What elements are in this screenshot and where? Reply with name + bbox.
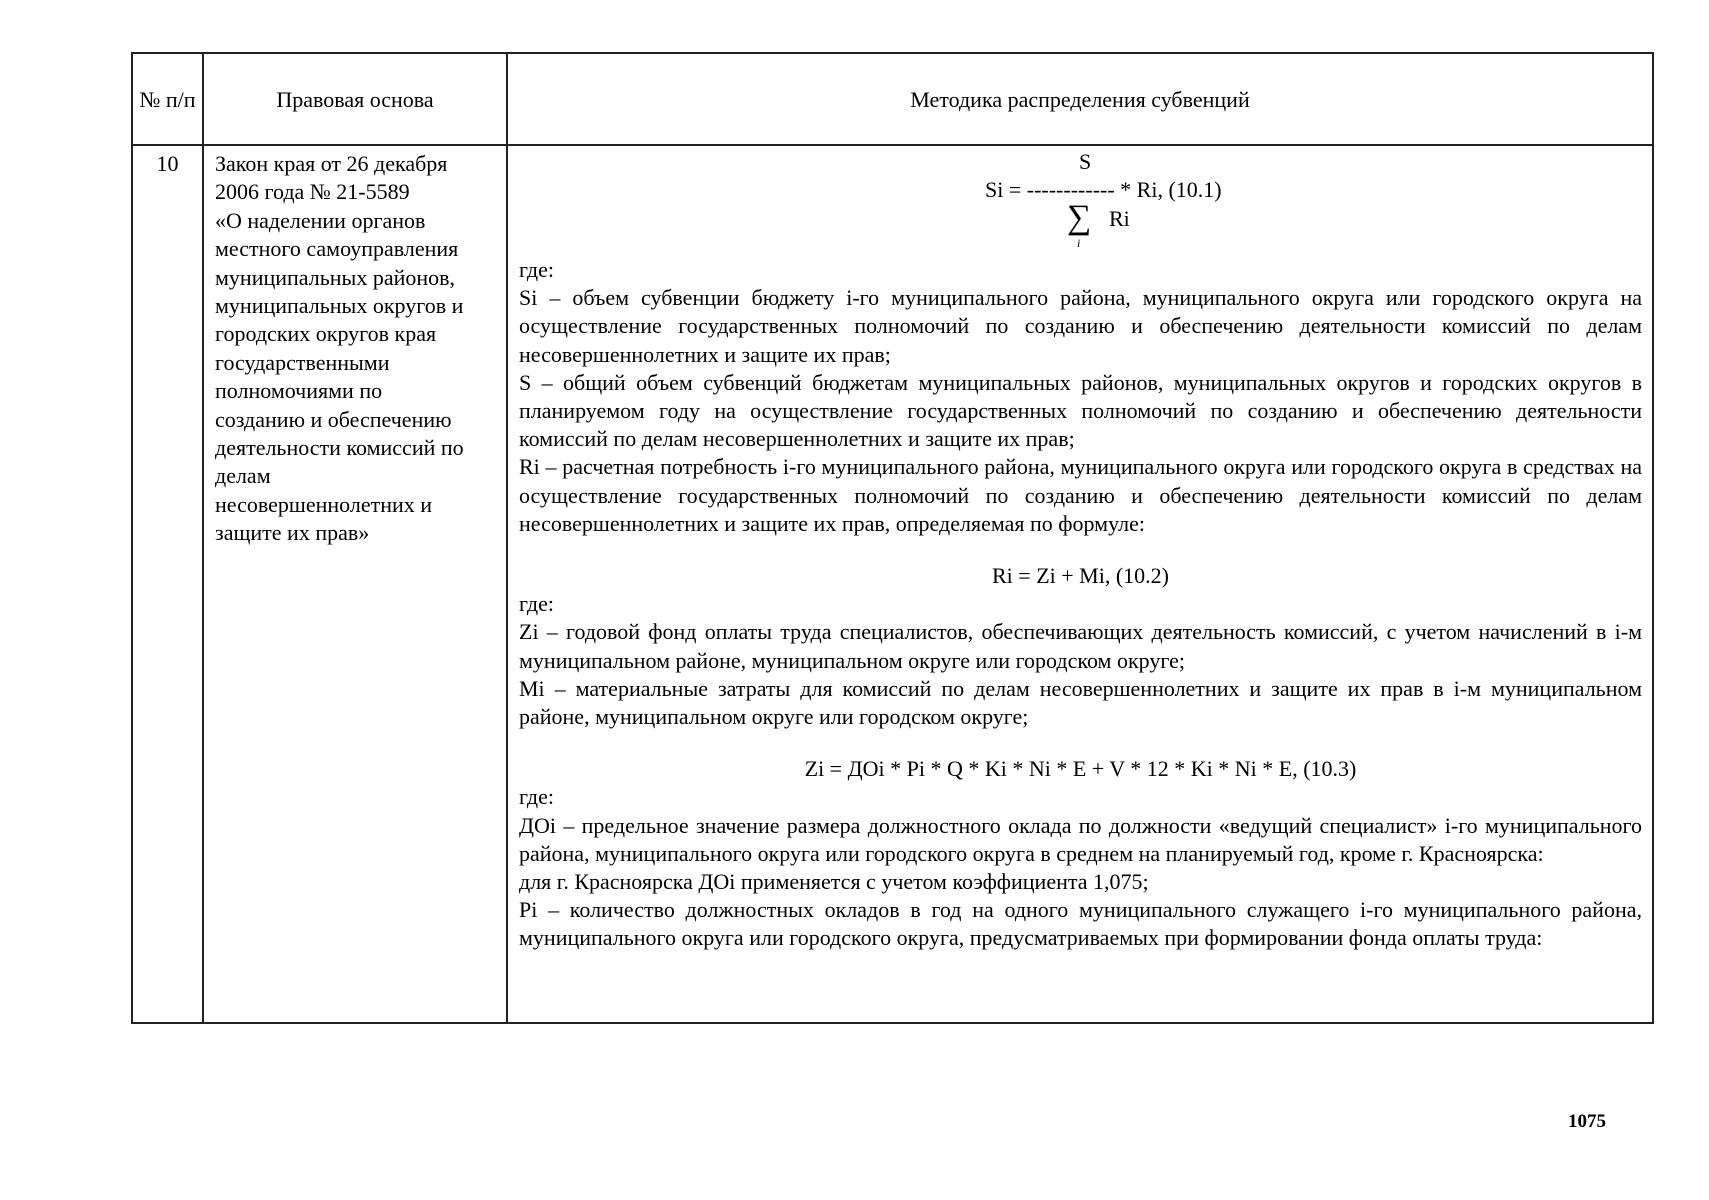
law-line: Закон края от 26 декабря: [215, 151, 448, 176]
law-line: государственными: [215, 349, 390, 375]
header-methodology: Методика распределения субвенций: [507, 53, 1653, 145]
law-line: защите их прав»: [215, 520, 370, 546]
row-number: 10: [132, 145, 203, 1023]
definition-mi: Mi – материальные затраты для комиссий по делам несовершеннолетних и защите их прав в i-м муниципальном районе, муниципальном округе или городском округе;: [519, 675, 1642, 730]
legal-basis-cell: [203, 145, 507, 1023]
formula-10-3: Zi = ДОi * Pi * Q * Ki * Ni * E + V * 12 * Ki * Ni * E, (10.3): [804, 756, 1357, 782]
formula-10-2: Ri = Zi + Mi, (10.2): [992, 563, 1169, 589]
definition-doi: ДОi – предельное значение размера должностного оклада по должности «ведущий специалист» i-го муниципального района, муниципального округа или городского округа в среднем на планируемый год, кроме г. Красноярска:: [519, 812, 1642, 866]
formula-10-1: [519, 148, 1642, 256]
law-line: деятельности комиссий по: [215, 435, 464, 461]
law-line: несовершеннолетних и: [215, 491, 433, 517]
table-row: [132, 145, 1653, 1023]
formula-denominator: Ri: [1109, 206, 1130, 231]
where-label: где:: [519, 591, 554, 617]
definition-pi: Pi – количество должностных окладов в год на одного муниципального служащего i-го муниципального района, муниципального округа или городского округа, предусматриваемых при формировании фонда оплаты труда:: [519, 897, 1642, 951]
law-line: муниципальных районов,: [215, 264, 456, 290]
law-line: «О наделении органов: [215, 207, 426, 233]
subvention-table: [131, 52, 1654, 1024]
table-header-row: [132, 53, 1653, 145]
definition-si: Si – объем субвенции бюджету i-го муниципального района, муниципального округа или городского округа на осуществление государственных полномочий по созданию и обеспечению деятельности комиссий по делам несовершеннолетних и защите их прав;: [519, 285, 1642, 367]
where-label: где:: [519, 784, 554, 810]
definition-s: S – общий объем субвенций бюджетам муниципальных районов, муниципальных округов и городских округов в планируемом году на осуществление государственных полномочий по созданию и обеспечению деятельности комиссий по делам несовершеннолетних и защите их прав;: [519, 369, 1642, 452]
header-legal-basis: Правовая основа: [203, 53, 507, 145]
law-line: муниципальных округов и: [215, 293, 464, 319]
sum-index: i: [1077, 236, 1081, 250]
law-line: местного самоуправления: [215, 236, 459, 262]
sum-symbol: ∑: [1067, 199, 1092, 236]
page-number: 1075: [1568, 1111, 1606, 1132]
formula-main-line: Si = ------------ * Ri, (10.1): [985, 177, 1222, 202]
law-line: 2006 года № 21-5589: [215, 179, 410, 205]
methodology-cell: [507, 145, 1653, 1023]
definition-doi-krasnoyarsk: для г. Красноярска ДОi применяется с учетом коэффициента 1,075;: [519, 869, 1149, 895]
definition-zi: Zi – годовой фонд оплаты труда специалистов, обеспечивающих деятельность комиссий, с учетом начислений в i-м муниципальном районе, муниципальном округе или городском округе;: [519, 619, 1642, 673]
formula-numerator: S: [1079, 149, 1092, 174]
where-label: где:: [519, 257, 554, 282]
law-line: городских округов края: [215, 321, 437, 347]
law-line: созданию и обеспечению: [215, 406, 452, 432]
law-line: полномочиями по: [215, 378, 383, 404]
definition-ri: Ri – расчетная потребность i-го муниципального района, муниципального округа или городского округа в средствах на осуществление государственных полномочий по созданию и обеспечению деятельности комиссий по делам несовершеннолетних и защите их прав, определяемая по формуле:: [519, 454, 1642, 536]
law-line: делам: [215, 463, 271, 489]
header-number: № п/п: [132, 53, 203, 145]
